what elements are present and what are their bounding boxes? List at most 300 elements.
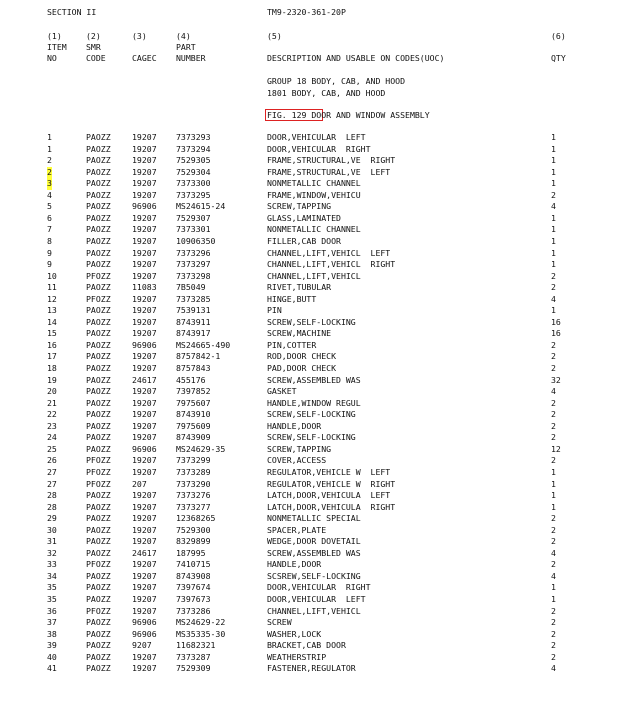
item-number: 15 [47,328,57,339]
table-row [0,455,617,467]
item-number: 41 [47,663,57,674]
quantity: 2 [551,351,556,362]
part-number: 7529309 [176,663,211,674]
smr-code: PAOZZ [86,420,111,431]
item-number: 28 [47,490,57,501]
smr-code: PFOZZ [86,559,111,570]
table-row [0,409,617,421]
smr-code: PAOZZ [86,570,111,581]
quantity: 2 [551,420,556,431]
part-description: WEDGE,DOOR DOVETAIL [267,536,361,547]
quantity: 2 [551,432,556,443]
part-number: 12368265 [176,513,216,524]
part-number: 8757842-1 [176,351,221,362]
table-row [0,386,617,398]
quantity: 1 [551,466,556,477]
table-row [0,190,617,202]
smr-code: PAOZZ [86,651,111,662]
smr-code: PAOZZ [86,189,111,200]
part-description: CHANNEL,LIFT,VEHICL LEFT [267,247,391,258]
table-row [0,201,617,213]
table-row [0,340,617,352]
quantity: 2 [551,559,556,570]
part-number: MS24665-490 [176,339,231,350]
cage-code: 19207 [132,397,157,408]
part-description: SCREW,MACHINE [267,328,332,339]
part-description: REGULATOR,VEHICLE W LEFT [267,466,391,477]
table-row [0,271,617,283]
col-item-line2: NO [47,53,57,63]
item-number: 22 [47,409,57,420]
item-number: 5 [47,201,52,212]
smr-code: PAOZZ [86,524,111,535]
part-number: 8743917 [176,328,211,339]
item-number: 37 [47,617,57,628]
part-number: 8743908 [176,570,211,581]
col-qty-num: (6) [551,31,566,41]
quantity: 1 [551,132,556,142]
cage-code: 207 [132,478,147,489]
part-description: HANDLE,DOOR [267,420,322,431]
part-description: PIN,COTTER [267,339,317,350]
col-item-num: (1) [47,31,62,41]
smr-code: PFOZZ [86,605,111,616]
item-number: 35 [47,582,57,593]
part-number: 8743911 [176,316,211,327]
table-row [0,351,617,363]
smr-code: PAOZZ [86,132,111,142]
smr-code: PAOZZ [86,316,111,327]
table-row [0,305,617,317]
part-number: 7373294 [176,143,211,154]
table-row [0,363,617,375]
part-number: 7529305 [176,155,211,166]
item-number: 20 [47,386,57,397]
smr-code: PAOZZ [86,282,111,293]
quantity: 2 [551,617,556,628]
smr-code: PAOZZ [86,432,111,443]
quantity: 1 [551,501,556,512]
part-number: 7373301 [176,224,211,235]
part-description: CHANNEL,LIFT,VEHICL [267,605,361,616]
part-description: SCREW [267,617,292,628]
item-number: 32 [47,547,57,558]
quantity: 4 [551,293,556,304]
smr-code: PAOZZ [86,443,111,454]
item-number: 35 [47,594,57,604]
col-qty-line2: QTY [551,53,566,63]
part-description: FRAME,WINDOW,VEHICU [267,189,361,200]
table-row [0,536,617,548]
smr-code: PAOZZ [86,640,111,651]
cage-code: 19207 [132,409,157,420]
table-row [0,259,617,271]
item-number: 26 [47,455,57,466]
part-description: FRAME,STRUCTURAL,VE RIGHT [267,155,396,166]
cage-code: 96906 [132,617,157,628]
quantity: 1 [551,247,556,258]
col-part-num: (4) [176,31,191,41]
item-number: 9 [47,247,52,258]
table-row [0,652,617,664]
part-number: 8743909 [176,432,211,443]
part-number: 7373300 [176,178,211,189]
smr-code: PAOZZ [86,594,111,604]
table-row [0,640,617,652]
col-desc-line2: DESCRIPTION AND USABLE ON CODES(UOC) [267,53,445,63]
part-description: HANDLE,WINDOW REGUL [267,397,361,408]
cage-code: 19207 [132,536,157,547]
part-description: HANDLE,DOOR [267,559,322,570]
smr-code: PAOZZ [86,617,111,628]
table-row [0,144,617,156]
smr-code: PAOZZ [86,536,111,547]
item-number: 27 [47,478,57,489]
table-row [0,629,617,641]
part-description: SCREW,SELF-LOCKING [267,432,356,443]
quantity: 2 [551,270,556,281]
cage-code: 19207 [132,466,157,477]
item-number: 28 [47,501,57,512]
item-number: 33 [47,559,57,570]
col-cage-line2: CAGEC [132,53,157,63]
item-number: 2 [47,155,52,166]
part-description: RIVET,TUBULAR [267,282,332,293]
part-number: 7975609 [176,420,211,431]
smr-code: PAOZZ [86,663,111,674]
cage-code: 96906 [132,201,157,212]
part-number: 7397673 [176,594,211,604]
smr-code: PAOZZ [86,247,111,258]
quantity: 1 [551,490,556,501]
smr-code: PAOZZ [86,351,111,362]
table-row [0,236,617,248]
part-number: 7373276 [176,490,211,501]
item-number: 14 [47,316,57,327]
cage-code: 19207 [132,270,157,281]
item-number: 13 [47,305,57,316]
smr-code: PAOZZ [86,328,111,339]
quantity: 2 [551,651,556,662]
item-number: 36 [47,605,57,616]
group-title: GROUP 18 BODY, CAB, AND HOOD [267,76,406,86]
item-number: 2 [47,166,52,177]
part-number: 187995 [176,547,206,558]
col-desc-num: (5) [267,31,282,41]
quantity: 2 [551,363,556,373]
cage-code: 96906 [132,443,157,454]
item-number: 1 [47,143,52,154]
quantity: 4 [551,201,556,212]
cage-code: 19207 [132,259,157,270]
document-number: TM9-2320-361-20P [267,7,346,17]
part-description: FRAME,STRUCTURAL,VE LEFT [267,166,391,177]
part-number: 7529300 [176,524,211,535]
table-row [0,248,617,260]
quantity: 2 [551,409,556,420]
item-number: 16 [47,339,57,350]
quantity: 2 [551,628,556,639]
quantity: 1 [551,582,556,593]
cage-code: 19207 [132,524,157,535]
quantity: 2 [551,536,556,547]
table-row [0,282,617,294]
cage-code: 19207 [132,490,157,501]
quantity: 4 [551,547,556,558]
table-row [0,559,617,571]
cage-code: 19207 [132,293,157,304]
part-description: WEATHERSTRIP [267,651,327,662]
quantity: 2 [551,397,556,408]
col-smr-line2: CODE [86,53,106,63]
part-number: 7975607 [176,397,211,408]
part-number: 10906350 [176,235,216,246]
col-item-line1: ITEM [47,42,67,52]
part-description: SCREW,ASSEMBLED WAS [267,547,361,558]
cage-code: 19207 [132,501,157,512]
quantity: 2 [551,513,556,524]
cage-code: 24617 [132,547,157,558]
quantity: 1 [551,259,556,270]
item-number: 8 [47,235,52,246]
item-number: 21 [47,397,57,408]
smr-code: PAOZZ [86,305,111,316]
part-number: 7373298 [176,270,211,281]
smr-code: PAOZZ [86,201,111,212]
cage-code: 19207 [132,212,157,223]
cage-code: 19207 [132,305,157,316]
quantity: 16 [551,328,561,339]
table-row [0,317,617,329]
cage-code: 96906 [132,339,157,350]
cage-code: 19207 [132,178,157,189]
item-number: 39 [47,640,57,651]
table-row [0,479,617,491]
item-number: 34 [47,570,57,581]
cage-code: 19207 [132,166,157,177]
part-number: 7539131 [176,305,211,316]
table-row [0,617,617,629]
quantity: 1 [551,305,556,316]
table-row [0,328,617,340]
quantity: 2 [551,605,556,616]
smr-code: PAOZZ [86,513,111,524]
part-description: LATCH,DOOR,VEHICULA LEFT [267,490,391,501]
item-number: 40 [47,651,57,662]
part-number: 7397852 [176,386,211,397]
part-number: MS24629-22 [176,617,226,628]
section-label: SECTION II [47,7,97,17]
smr-code: PFOZZ [86,293,111,304]
part-description: DOOR,VEHICULAR RIGHT [267,143,371,154]
part-description: NONMETALLIC SPECIAL [267,513,361,524]
item-number: 38 [47,628,57,639]
quantity: 4 [551,663,556,674]
cage-code: 19207 [132,513,157,524]
item-number: 1 [47,132,52,142]
quantity: 1 [551,143,556,154]
part-description: LATCH,DOOR,VEHICULA RIGHT [267,501,396,512]
table-row [0,155,617,167]
quantity: 1 [551,166,556,177]
smr-code: PAOZZ [86,212,111,223]
cage-code: 19207 [132,432,157,443]
item-number: 19 [47,374,57,385]
item-number: 24 [47,432,57,443]
quantity: 1 [551,224,556,235]
table-row [0,502,617,514]
table-row [0,444,617,456]
part-number: MS24629-35 [176,443,226,454]
quantity: 2 [551,640,556,651]
figure-title: FIG. 129 DOOR AND WINDOW ASSEMBLY [267,110,430,120]
cage-code: 19207 [132,663,157,674]
table-row [0,432,617,444]
cage-code: 19207 [132,363,157,373]
table-row [0,398,617,410]
smr-code: PAOZZ [86,547,111,558]
table-row [0,663,617,675]
item-number: 31 [47,536,57,547]
part-number: 7373287 [176,651,211,662]
item-number: 11 [47,282,57,293]
cage-code: 19207 [132,224,157,235]
table-row [0,548,617,560]
quantity: 1 [551,155,556,166]
part-number: 8743910 [176,409,211,420]
cage-code: 19207 [132,328,157,339]
part-number: MS24615-24 [176,201,226,212]
item-number: 27 [47,466,57,477]
item-number: 25 [47,443,57,454]
smr-code: PAOZZ [86,374,111,385]
smr-code: PFOZZ [86,270,111,281]
part-number: 7529307 [176,212,211,223]
part-description: SPACER,PLATE [267,524,327,535]
part-description: GLASS,LAMINATED [267,212,341,223]
item-number: 10 [47,270,57,281]
smr-code: PAOZZ [86,155,111,166]
item-number: 30 [47,524,57,535]
cage-code: 19207 [132,559,157,570]
quantity: 2 [551,189,556,200]
part-number: 7373297 [176,259,211,270]
part-description: SCREW,ASSEMBLED WAS [267,374,361,385]
table-row [0,594,617,606]
part-number: 7410715 [176,559,211,570]
quantity: 1 [551,478,556,489]
smr-code: PAOZZ [86,409,111,420]
part-description: NONMETALLIC CHANNEL [267,178,361,189]
smr-code: PAOZZ [86,166,111,177]
part-description: PIN [267,305,282,316]
part-number: MS35335-30 [176,628,226,639]
item-number: 12 [47,293,57,304]
part-description: SCREW,TAPPING [267,201,332,212]
part-number: 7373286 [176,605,211,616]
table-row [0,490,617,502]
table-row [0,571,617,583]
part-description: HINGE,BUTT [267,293,317,304]
item-number: 6 [47,212,52,223]
part-number: 7373299 [176,455,211,466]
smr-code: PAOZZ [86,178,111,189]
table-row [0,178,617,190]
part-number: 7B5049 [176,282,206,293]
part-number: 8757843 [176,363,211,373]
cage-code: 19207 [132,155,157,166]
part-description: COVER,ACCESS [267,455,327,466]
part-number: 7373285 [176,293,211,304]
part-number: 7373289 [176,466,211,477]
smr-code: PAOZZ [86,259,111,270]
cage-code: 19207 [132,386,157,397]
part-description: CHANNEL,LIFT,VEHICL [267,270,361,281]
cage-code: 24617 [132,374,157,385]
quantity: 2 [551,524,556,535]
cage-code: 19207 [132,247,157,258]
cage-code: 19207 [132,605,157,616]
cage-code: 19207 [132,594,157,604]
cage-code: 11083 [132,282,157,293]
item-number: 9 [47,259,52,270]
cage-code: 96906 [132,628,157,639]
quantity: 4 [551,386,556,397]
table-row [0,224,617,236]
col-smr-line1: SMR [86,42,101,52]
part-description: ROD,DOOR CHECK [267,351,337,362]
quantity: 4 [551,570,556,581]
item-number: 17 [47,351,57,362]
cage-code: 19207 [132,651,157,662]
part-number: 7373277 [176,501,211,512]
quantity: 12 [551,443,561,454]
table-row [0,421,617,433]
part-description: SCREW,TAPPING [267,443,332,454]
smr-code: PAOZZ [86,490,111,501]
part-number: 7397674 [176,582,211,593]
part-number: 8329899 [176,536,211,547]
col-part-line1: PART [176,42,196,52]
quantity: 32 [551,374,561,385]
cage-code: 19207 [132,143,157,154]
smr-code: PAOZZ [86,582,111,593]
table-row [0,167,617,179]
part-description: CHANNEL,LIFT,VEHICL RIGHT [267,259,396,270]
part-number: 7373296 [176,247,211,258]
cage-code: 19207 [132,132,157,142]
quantity: 16 [551,316,561,327]
cage-code: 19207 [132,351,157,362]
col-cage-num: (3) [132,31,147,41]
smr-code: PAOZZ [86,235,111,246]
smr-code: PAOZZ [86,628,111,639]
part-description: DOOR,VEHICULAR LEFT [267,594,366,604]
table-row [0,375,617,387]
table-row [0,582,617,594]
item-number: 3 [47,178,52,189]
part-number: 7373295 [176,189,211,200]
smr-code: PAOZZ [86,363,111,373]
smr-code: PFOZZ [86,466,111,477]
smr-code: PAOZZ [86,224,111,235]
part-description: BRACKET,CAB DOOR [267,640,346,651]
col-smr-num: (2) [86,31,101,41]
part-description: SCREW,SELF-LOCKING [267,409,356,420]
part-number: 7373290 [176,478,211,489]
smr-code: PAOZZ [86,501,111,512]
cage-code: 19207 [132,455,157,466]
